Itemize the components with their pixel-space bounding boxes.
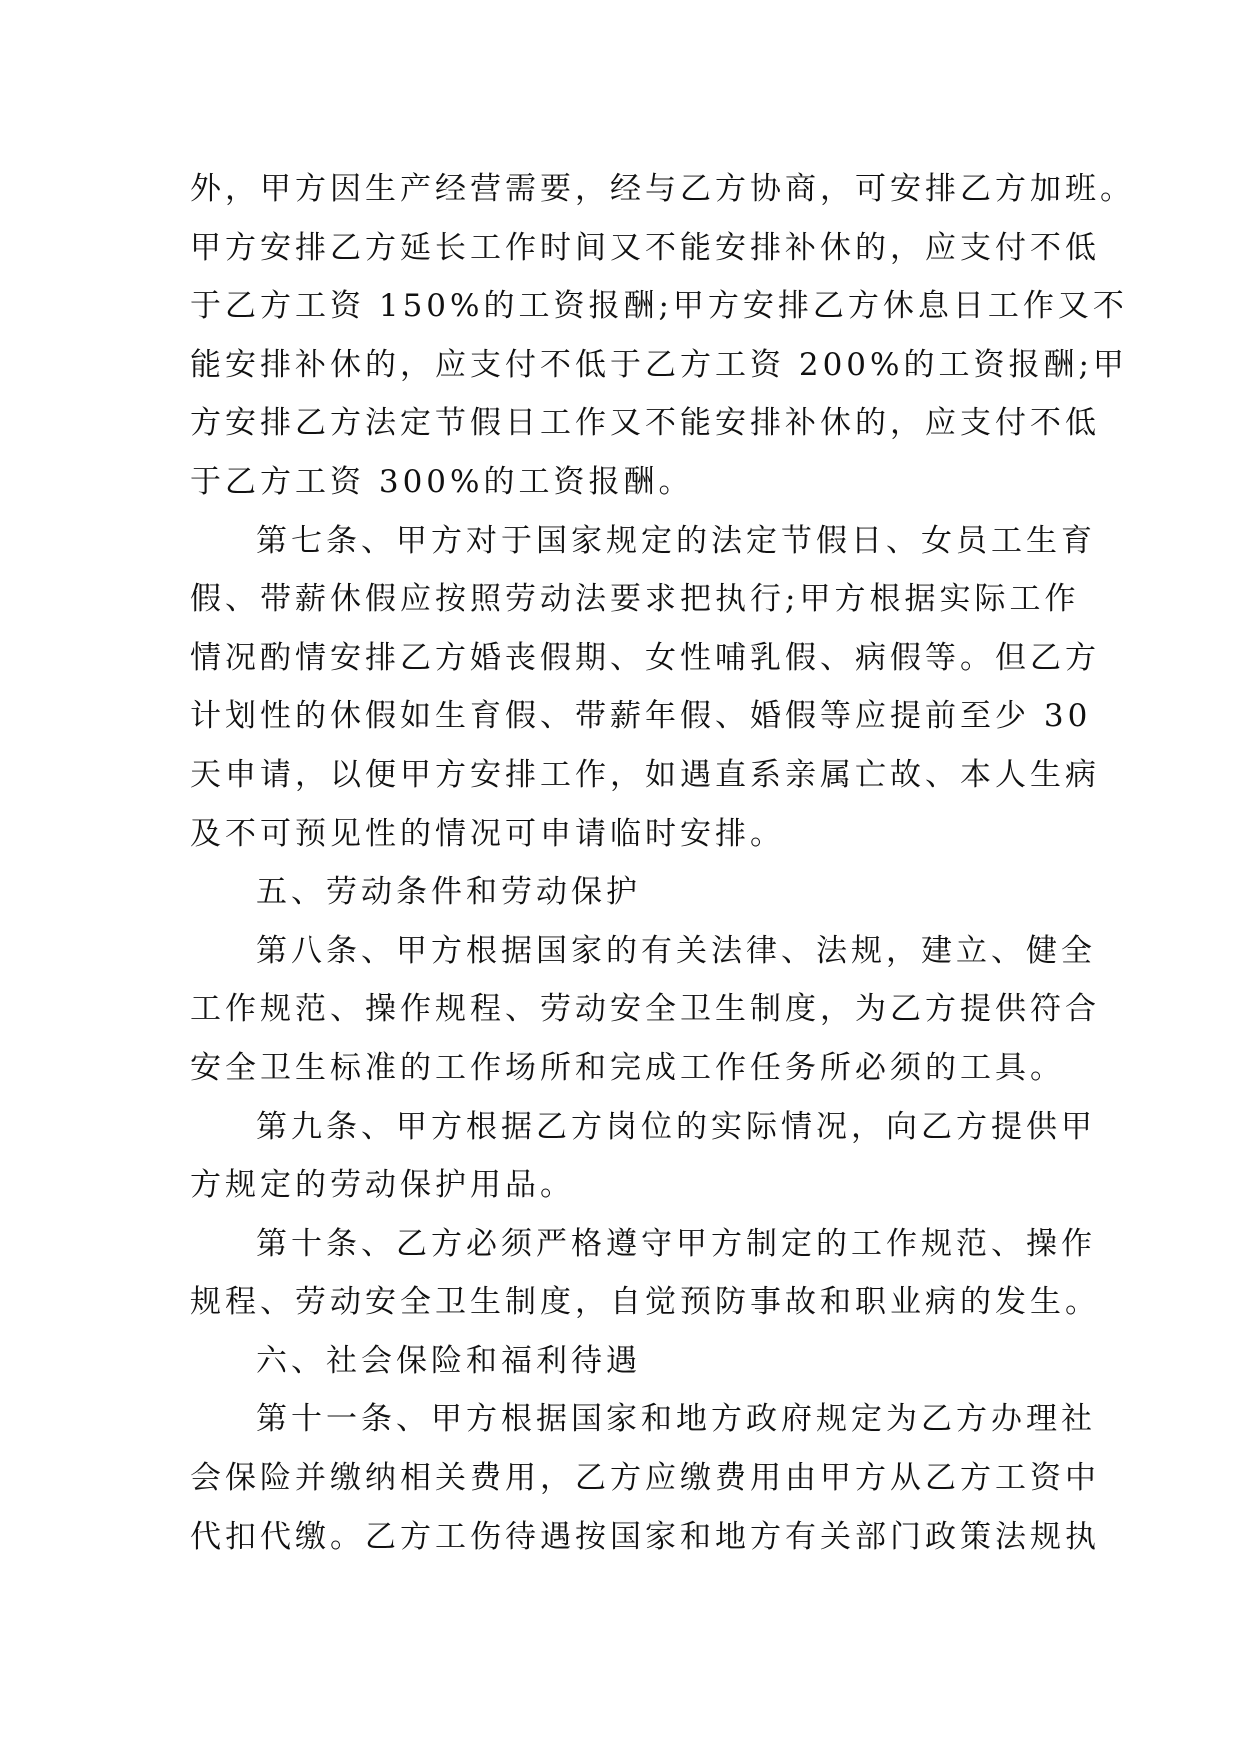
document-body <box>190 160 1135 1566</box>
text-line: 情况酌情安排乙方婚丧假期、女性哺乳假、病假等。但乙方 <box>190 639 1100 676</box>
text-line: 工作规范、操作规程、劳动安全卫生制度，为乙方提供符合 <box>190 991 1100 1028</box>
article-11-start: 第十一条、甲方根据国家和地方政府规定为乙方办理社 <box>256 1401 1096 1438</box>
article-10-start: 第十条、乙方必须严格遵守甲方制定的工作规范、操作 <box>256 1225 1096 1262</box>
text-line: 甲方安排乙方延长工作时间又不能安排补休的，应支付不低 <box>190 229 1100 266</box>
text-line: 外，甲方因生产经营需要，经与乙方协商，可安排乙方加班。 <box>190 171 1135 207</box>
text-line: 假、带薪休假应按照劳动法要求把执行;甲方根据实际工作 <box>190 581 1080 618</box>
text-line: 代扣代缴。乙方工伤待遇按国家和地方有关部门政策法规执 <box>190 1518 1100 1555</box>
article-7-start: 第七条、甲方对于国家规定的法定节假日、女员工生育 <box>256 522 1096 559</box>
text-line: 于乙方工资 150%的工资报酬;甲方安排乙方休息日工作又不 <box>190 288 1128 325</box>
section-heading-5: 五、劳动条件和劳动保护 <box>256 874 641 911</box>
text-line: 天申请，以便甲方安排工作，如遇直系亲属亡故、本人生病 <box>190 756 1100 793</box>
text-line: 会保险并缴纳相关费用，乙方应缴费用由甲方从乙方工资中 <box>190 1460 1100 1497</box>
text-line: 计划性的休假如生育假、带薪年假、婚假等应提前至少 30 <box>190 698 1092 735</box>
article-9-start: 第九条、甲方根据乙方岗位的实际情况，向乙方提供甲 <box>256 1108 1096 1145</box>
text-line: 规程、劳动安全卫生制度，自觉预防事故和职业病的发生。 <box>190 1284 1100 1321</box>
article-8-start: 第八条、甲方根据国家的有关法律、法规，建立、健全 <box>256 932 1096 969</box>
text-line: 及不可预见性的情况可申请临时安排。 <box>190 815 785 852</box>
text-line: 方规定的劳动保护用品。 <box>190 1167 575 1204</box>
text-line: 能安排补休的，应支付不低于乙方工资 200%的工资报酬;甲 <box>190 346 1128 383</box>
section-heading-6: 六、社会保险和福利待遇 <box>256 1342 641 1379</box>
text-line: 方安排乙方法定节假日工作又不能安排补休的，应支付不低 <box>190 405 1100 442</box>
text-line: 于乙方工资 300%的工资报酬。 <box>190 463 694 500</box>
text-line: 安全卫生标准的工作场所和完成工作任务所必须的工具。 <box>190 1049 1065 1086</box>
